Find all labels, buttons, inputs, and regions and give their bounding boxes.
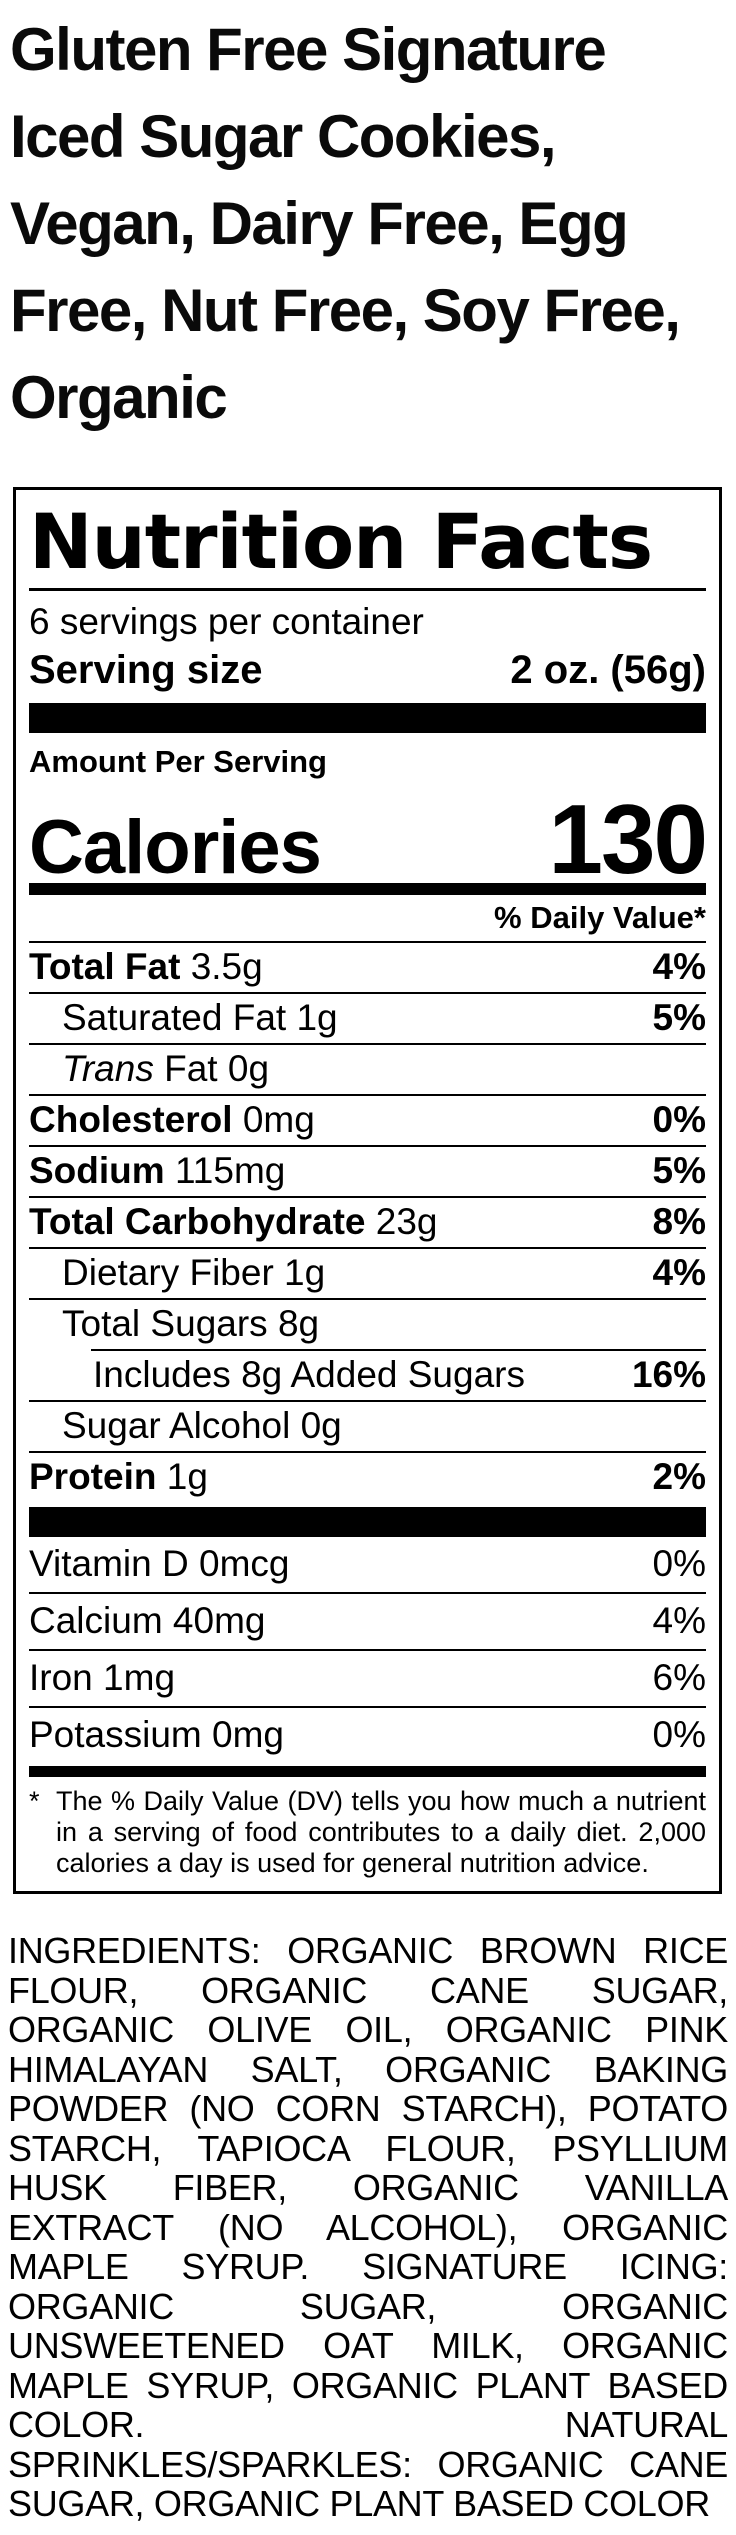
thick-separator-bar bbox=[29, 703, 706, 733]
nutrition-facts-panel bbox=[13, 487, 722, 1894]
nutrient-name: Vitamin D 0mcg bbox=[29, 1543, 290, 1584]
footnote-asterisk: * bbox=[29, 1786, 40, 1816]
nutrient-row bbox=[29, 1198, 706, 1247]
nutrient-amount: 40mg bbox=[162, 1600, 266, 1641]
nutrition-facts-heading: Nutrition Facts bbox=[29, 497, 653, 586]
nutrient-row bbox=[29, 1537, 706, 1592]
ingredients-text: INGREDIENTS: ORGANIC BROWN RICE FLOUR, ORGANIC CANE SUGAR, ORGANIC OLIVE OIL, ORGANIC PINK HIMALAYAN SALT, ORGANIC BAKING POWDER (NO CORN STARCH), POTATO STARCH, TAPIOCA FLOUR, PSYLLIUM HUSK FIBER, ORGANIC VANILLA EXTRACT (NO ALCOHOL), ORGANIC MAPLE SYRUP. SIGNATURE ICING: ORGANIC SUGAR, ORGANIC UNSWEETENED OAT MILK, ORGANIC MAPLE SYRUP, ORGANIC PLANT BASED COLOR. NATURAL SPRINKLES/SPARKLES: ORGANIC CANE SUGAR, ORGANIC PLANT BASED COLOR bbox=[8, 1930, 728, 2524]
nutrient-daily-value: 16% bbox=[631, 1354, 706, 1395]
nutrient-row bbox=[29, 994, 706, 1043]
nutrient-name: Trans Fat 0g bbox=[62, 1048, 270, 1089]
nutrient-daily-value: 6% bbox=[652, 1657, 706, 1698]
product-title: Gluten Free Signature Iced Sugar Cookies, Vegan, Dairy Free, Egg Free, Nut Free, Soy Free, Organic bbox=[10, 16, 680, 431]
calories-row bbox=[29, 783, 706, 894]
nutrient-name: Calcium 40mg bbox=[29, 1600, 266, 1641]
vitamin-rows bbox=[29, 1537, 706, 1763]
nutrient-amount: 0mg bbox=[201, 1714, 284, 1755]
servings-per-container: 6 servings per container bbox=[29, 601, 424, 642]
calories-value: 130 bbox=[548, 784, 706, 894]
nutrient-row bbox=[29, 1147, 706, 1196]
nutrient-amount: 1g bbox=[286, 997, 338, 1038]
nutrient-daily-value: 5% bbox=[652, 997, 706, 1038]
thick-separator-bar-2 bbox=[29, 1507, 706, 1537]
nutrient-amount: 3.5g bbox=[180, 946, 263, 987]
nutrient-amount: 1g bbox=[273, 1252, 326, 1293]
nutrient-name: Saturated Fat 1g bbox=[62, 997, 338, 1038]
nutrient-name-italic: Trans bbox=[62, 1048, 154, 1089]
nutrient-amount: 8g bbox=[267, 1303, 320, 1344]
nutrient-row bbox=[29, 1096, 706, 1145]
nutrient-name: Sodium 115mg bbox=[29, 1150, 286, 1191]
medium-separator-bar-2 bbox=[29, 1766, 706, 1777]
serving-size-row bbox=[29, 645, 706, 695]
serving-size-value: 2 oz. (56g) bbox=[510, 648, 706, 692]
nutrient-row bbox=[29, 1249, 706, 1298]
nutrient-row bbox=[29, 1453, 706, 1502]
nutrient-name: Iron 1mg bbox=[29, 1657, 176, 1698]
nutrient-amount: 1mg bbox=[92, 1657, 176, 1698]
nutrient-amount: 1g bbox=[156, 1456, 208, 1497]
nutrient-row bbox=[29, 1402, 706, 1451]
nutrient-daily-value: 5% bbox=[652, 1150, 706, 1191]
nutrient-amount: 0g bbox=[217, 1048, 270, 1089]
daily-value-header: % Daily Value* bbox=[494, 900, 706, 935]
nutrient-name: Cholesterol 0mg bbox=[29, 1099, 315, 1140]
nutrient-name: Total Carbohydrate 23g bbox=[29, 1201, 438, 1242]
calories-label: Calories bbox=[29, 805, 321, 890]
nutrient-daily-value: 0% bbox=[652, 1099, 706, 1140]
nutrient-daily-value: 4% bbox=[652, 1600, 706, 1641]
nutrient-row bbox=[29, 1708, 706, 1763]
nutrient-name: Total Fat 3.5g bbox=[29, 946, 263, 987]
footnote-text: The % Daily Value (DV) tells you how much a nutrient in a serving of food contributes to a daily diet. 2,000 calories a day is used for general nutrition advice. bbox=[56, 1786, 706, 1878]
nutrient-name: Total Sugars 8g bbox=[62, 1303, 320, 1344]
amount-per-serving-label: Amount Per Serving bbox=[29, 744, 327, 779]
nutrient-daily-value: 0% bbox=[652, 1714, 706, 1755]
heading-rule bbox=[29, 588, 706, 591]
nutrient-amount: 23g bbox=[365, 1201, 438, 1242]
nutrient-name: Includes 8g Added Sugars bbox=[93, 1354, 525, 1395]
nutrient-daily-value: 0% bbox=[652, 1543, 706, 1584]
nutrient-amount: 0g bbox=[290, 1405, 342, 1446]
nutrient-daily-value: 4% bbox=[652, 1252, 706, 1293]
nutrient-daily-value: 4% bbox=[652, 946, 706, 987]
serving-size-label: Serving size bbox=[29, 648, 263, 692]
nutrient-row bbox=[29, 1594, 706, 1649]
nutrient-amount: 0mg bbox=[232, 1099, 315, 1140]
nutrient-row bbox=[29, 1045, 706, 1094]
nutrient-daily-value: 2% bbox=[652, 1456, 706, 1497]
nutrient-amount: 115mg bbox=[164, 1150, 286, 1191]
nutrient-row bbox=[29, 1300, 706, 1349]
nutrient-rows bbox=[29, 941, 706, 1502]
nutrient-row bbox=[29, 943, 706, 992]
nutrient-name: Sugar Alcohol 0g bbox=[62, 1405, 342, 1446]
nutrient-name: Potassium 0mg bbox=[29, 1714, 284, 1755]
nutrient-amount: 0mcg bbox=[188, 1543, 290, 1584]
daily-value-footnote bbox=[29, 1786, 706, 1879]
nutrient-daily-value: 8% bbox=[652, 1201, 706, 1242]
nutrient-row bbox=[29, 1651, 706, 1706]
nutrient-name: Dietary Fiber 1g bbox=[62, 1252, 326, 1293]
nutrient-row bbox=[29, 1351, 706, 1400]
nutrient-name: Protein 1g bbox=[29, 1456, 208, 1497]
